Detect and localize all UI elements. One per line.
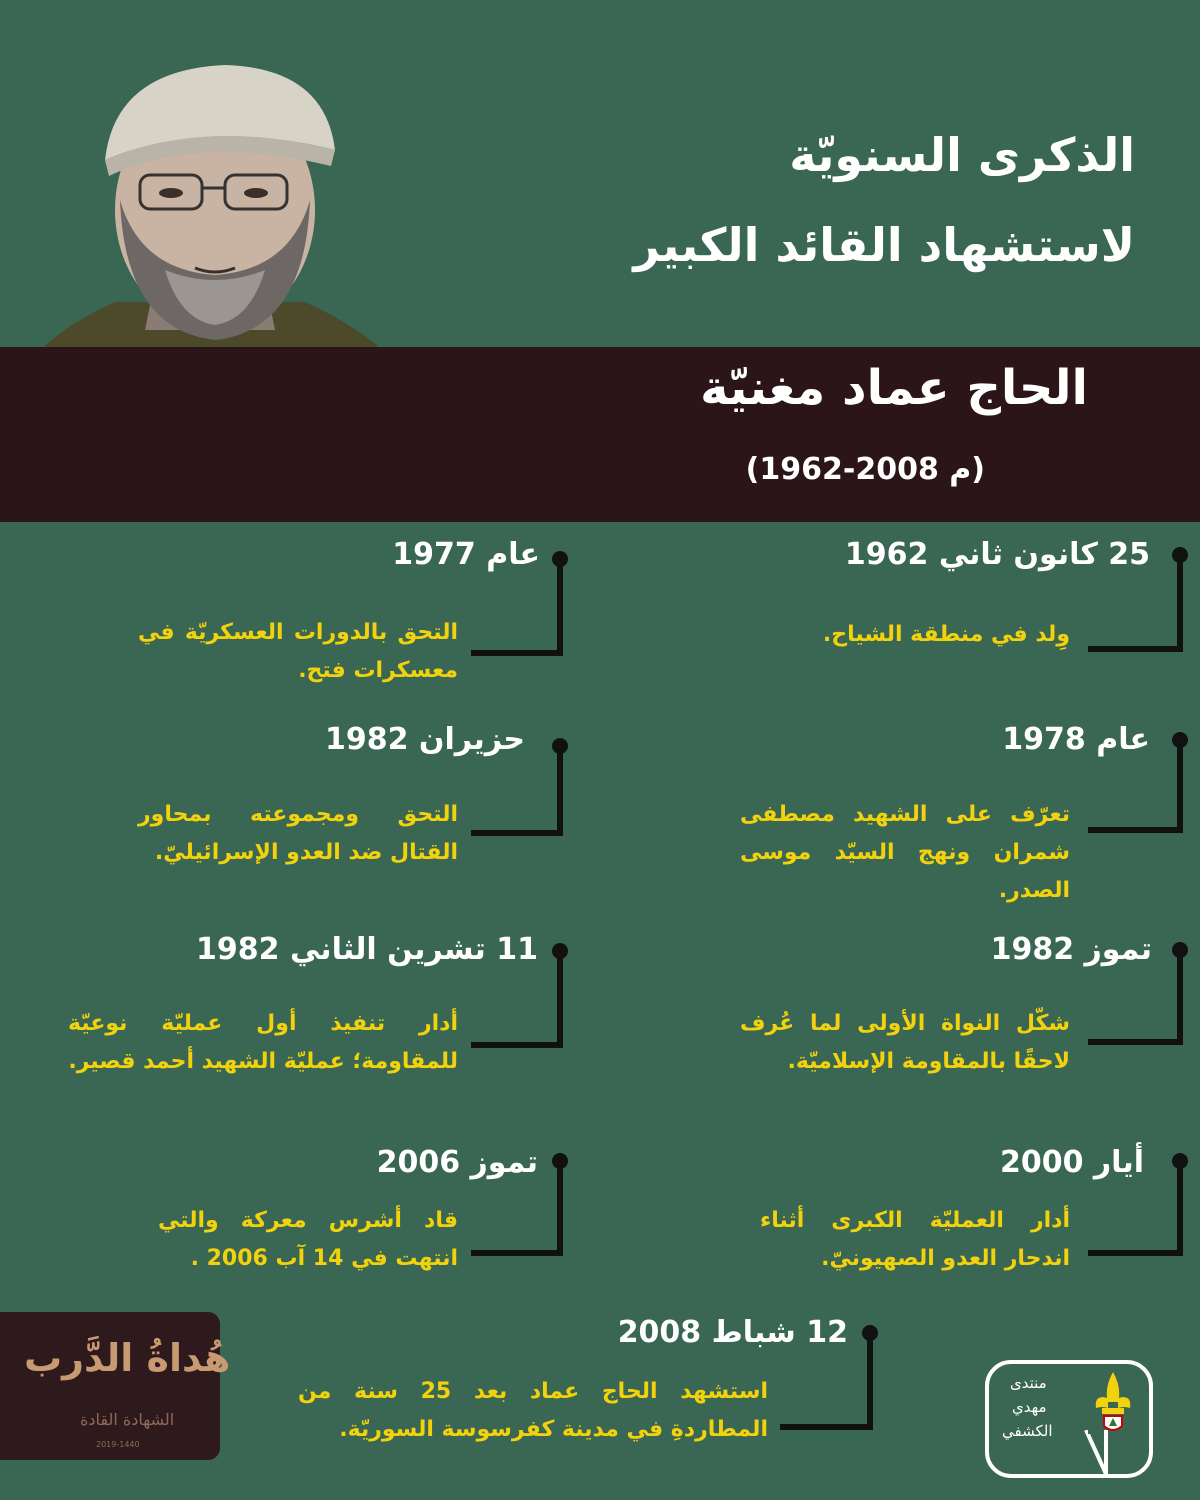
timeline-text: وِلد في منطقة الشياح. — [822, 622, 1070, 647]
timeline-text: أدار تنفيذ أول عمليّة نوعيّة للمقاومة؛ عمليّة الشهيد أحمد قصير. — [68, 1011, 458, 1074]
timeline-text: استشهد الحاج عماد بعد 25 سنة من المطاردةِ في مدينة كفرسوسة السوريّة. — [298, 1379, 768, 1442]
timeline-connector — [1088, 827, 1183, 833]
timeline-date: أيار 2000 — [999, 1145, 1144, 1180]
timeline-connector — [1088, 646, 1183, 652]
timeline-text: تعرّف على الشهيد مصطفى شمران ونهج السيّد موسى الصدر. — [740, 802, 1070, 903]
timeline-connector — [557, 1166, 563, 1256]
timeline-text: شكّل النواة الأولى لما عُرف لاحقًا بالمقاومة الإسلاميّة. — [740, 1011, 1070, 1074]
timeline-connector — [471, 1250, 563, 1256]
timeline-date: تموز 2006 — [376, 1145, 538, 1180]
scout-emblem-icon — [1090, 1368, 1136, 1438]
page-title: الذكرى السنويّة — [789, 128, 1135, 182]
logo-subtitle: الشهادة القادة — [80, 1410, 175, 1429]
timeline-text: التحق بالدورات العسكريّة في معسكرات فتح. — [138, 620, 458, 683]
timeline-connector — [557, 956, 563, 1048]
logo-line: الكشفي — [1002, 1422, 1053, 1440]
timeline-connector — [557, 564, 563, 656]
hudat-aldarb-logo — [0, 1312, 231, 1460]
logo-title: هُداةُ الدَّرب — [24, 1336, 231, 1380]
person-name: الحاج عماد مغنيّة — [700, 360, 1088, 416]
timeline-text: أدار العمليّة الكبرى أثناء اندحار العدو الصهيونيّ. — [760, 1208, 1070, 1271]
timeline-connector — [1177, 1166, 1183, 1256]
timeline-date: 11 تشرين الثاني 1982 — [196, 932, 538, 967]
timeline-connector — [1088, 1250, 1183, 1256]
timeline-connector — [471, 830, 563, 836]
logo-line: مهدي — [1012, 1398, 1047, 1416]
timeline-connector — [1088, 1039, 1183, 1045]
timeline-date: 12 شباط 2008 — [617, 1315, 848, 1350]
timeline-date: حزيران 1982 — [324, 722, 525, 757]
timeline-connector — [557, 751, 563, 836]
timeline-connector — [471, 1042, 563, 1048]
timeline-connector — [1177, 560, 1183, 652]
timeline-text: قاد أشرس معركة والتي انتهت في 14 آب 2006 . — [158, 1208, 458, 1271]
timeline-date: 25 كانون ثاني 1962 — [844, 537, 1150, 572]
logo-line: منتدى — [1010, 1374, 1047, 1392]
page-subtitle: لاستشهاد القائد الكبير — [633, 218, 1135, 272]
logo-years: 2019-1440 — [96, 1440, 140, 1449]
timeline-connector — [867, 1338, 873, 1430]
timeline-date: عام 1978 — [1002, 722, 1150, 757]
timeline-connector — [471, 650, 563, 656]
timeline-connector — [780, 1424, 873, 1430]
timeline-text: التحق ومجموعته بمحاور القتال ضد العدو الإسرائيليّ. — [138, 802, 458, 865]
timeline-connector — [1177, 955, 1183, 1045]
life-years: (1962-2008 م) — [745, 452, 985, 487]
timeline-date: عام 1977 — [392, 537, 540, 572]
timeline-date: تموز 1982 — [990, 932, 1152, 967]
timeline-connector — [1177, 745, 1183, 833]
